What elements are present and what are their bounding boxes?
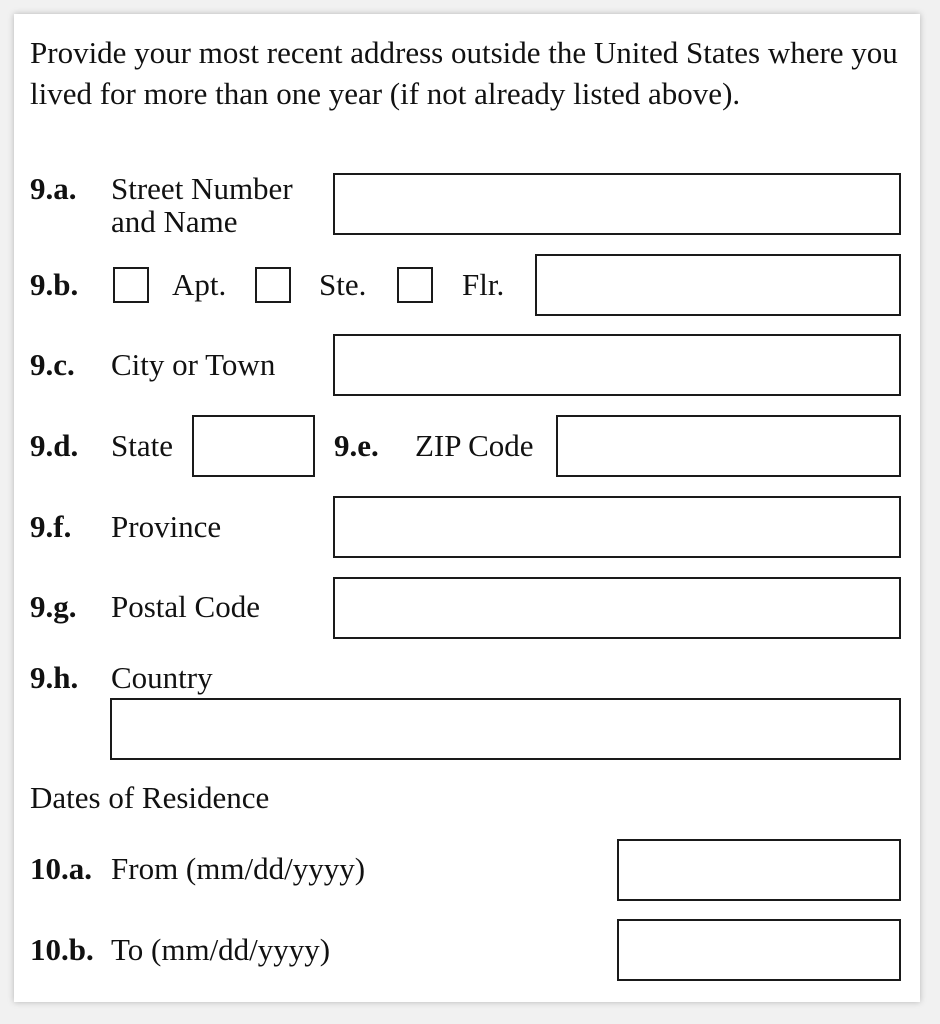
street-number-and-name-input[interactable] bbox=[333, 173, 901, 235]
item-9e-number: 9.e. bbox=[334, 428, 379, 463]
item-9b-number: 9.b. bbox=[30, 267, 79, 302]
apt-checkbox[interactable] bbox=[113, 267, 149, 303]
item-9d-number: 9.d. bbox=[30, 428, 79, 463]
item-9a-label-line2: and Name bbox=[111, 204, 238, 239]
apt-ste-flr-number-input[interactable] bbox=[535, 254, 901, 316]
ste-checkbox[interactable] bbox=[255, 267, 291, 303]
flr-checkbox[interactable] bbox=[397, 267, 433, 303]
item-9f-label: Province bbox=[111, 509, 222, 544]
item-9a-label-line1: Street Number bbox=[111, 171, 293, 206]
item-9c-number: 9.c. bbox=[30, 347, 75, 382]
flr-label: Flr. bbox=[462, 267, 505, 302]
dates-of-residence-heading: Dates of Residence bbox=[30, 780, 270, 815]
city-or-town-input[interactable] bbox=[333, 334, 901, 396]
item-10a-number: 10.a. bbox=[30, 851, 92, 886]
intro-instructions: Provide your most recent address outside the United States where you lived for more than one year (if not already listed above). bbox=[30, 35, 898, 111]
to-date-input[interactable] bbox=[617, 919, 901, 981]
item-9a-number: 9.a. bbox=[30, 171, 77, 206]
item-9e-label: ZIP Code bbox=[415, 428, 534, 463]
province-input[interactable] bbox=[333, 496, 901, 558]
item-9f-number: 9.f. bbox=[30, 509, 72, 544]
item-10b-number: 10.b. bbox=[30, 932, 94, 967]
item-9g-number: 9.g. bbox=[30, 589, 77, 624]
state-input[interactable] bbox=[192, 415, 315, 477]
item-10a-label: From (mm/dd/yyyy) bbox=[111, 851, 366, 886]
zip-code-input[interactable] bbox=[556, 415, 901, 477]
address-form-card bbox=[14, 14, 920, 1002]
postal-code-input[interactable] bbox=[333, 577, 901, 639]
item-10b-label: To (mm/dd/yyyy) bbox=[111, 932, 331, 967]
country-input[interactable] bbox=[110, 698, 901, 760]
item-9d-label: State bbox=[111, 428, 173, 463]
from-date-input[interactable] bbox=[617, 839, 901, 901]
apt-label: Apt. bbox=[172, 267, 227, 302]
item-9c-label: City or Town bbox=[111, 347, 276, 382]
item-9g-label: Postal Code bbox=[111, 589, 260, 624]
ste-label: Ste. bbox=[319, 267, 367, 302]
item-9h-label: Country bbox=[111, 660, 213, 695]
item-9h-number: 9.h. bbox=[30, 660, 79, 695]
